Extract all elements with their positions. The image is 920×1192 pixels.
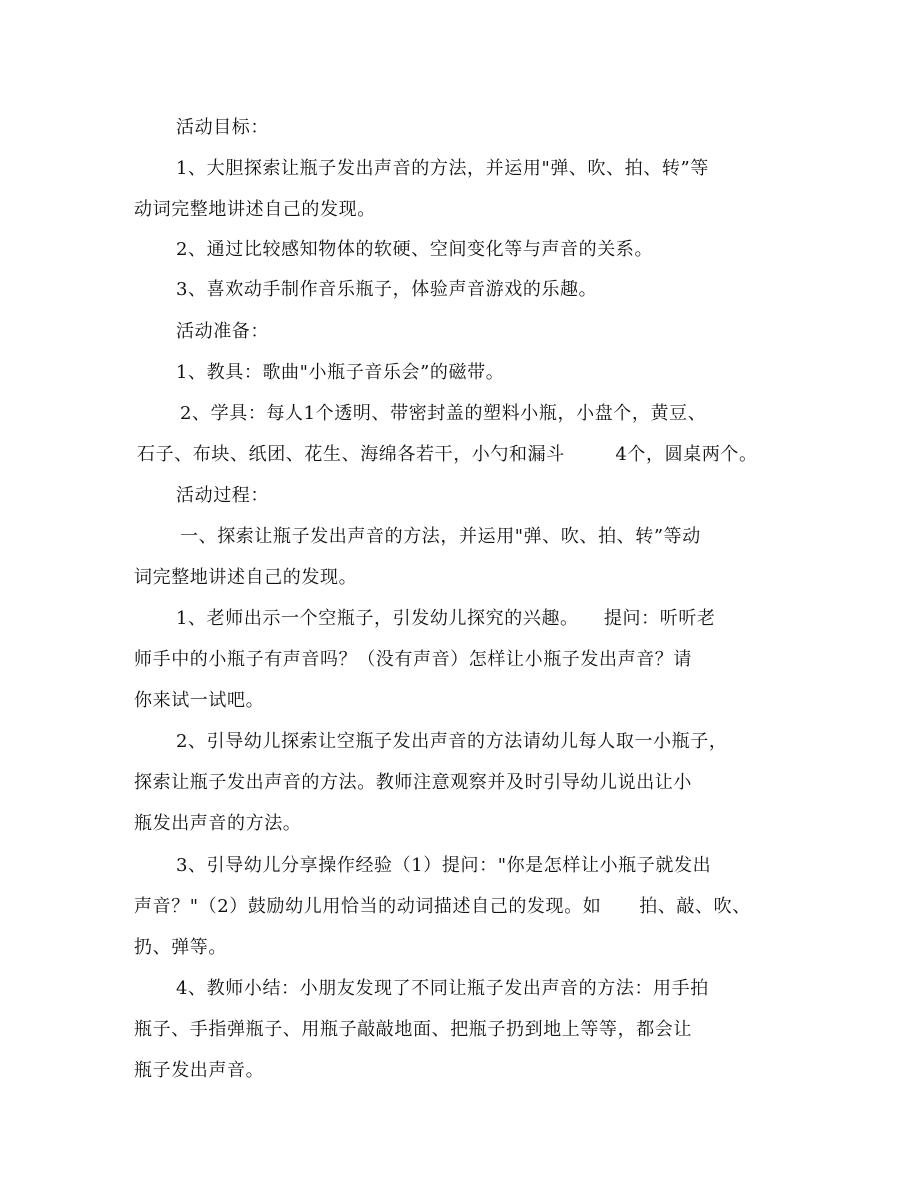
paragraph-line: 1、大胆探索让瓶子发出声音的方法，并运用"弹、吹、拍、转”等 (176, 158, 709, 179)
paragraph-line: 3、喜欢动手制作音乐瓶子，体验声音游戏的乐趣。 (176, 279, 598, 300)
paragraph-line: 瓶发出声音的方法。 (134, 813, 302, 834)
paragraph-line: 瓶子发出声音。 (134, 1060, 265, 1081)
paragraph-line: 声音？"（2）鼓励幼儿用恰当的动词描述自己的发现。如 拍、敲、吹、 (134, 896, 751, 917)
paragraph-line: 石子、布块、纸团、花生、海绵各若干，小勺和漏斗 4个，圆桌两个。 (137, 444, 758, 465)
section-heading-process: 活动过程： (176, 485, 269, 506)
paragraph-line: 瓶子、手指弹瓶子、用瓶子敲敲地面、把瓶子扔到地上等等，都会让 (134, 1019, 692, 1040)
paragraph-line: 词完整地讲述自己的发现。 (134, 567, 358, 588)
paragraph-line: 2、引导幼儿探索让空瓶子发出声音的方法请幼儿每人取一小瓶子， (176, 731, 728, 752)
paragraph-line: 动词完整地讲述自己的发现。 (134, 199, 376, 220)
paragraph-line: 4、教师小结：小朋友发现了不同让瓶子发出声音的方法：用手拍 (176, 978, 709, 999)
paragraph-line: 2、通过比较感知物体的软硬、空间变化等与声音的关系。 (176, 239, 654, 260)
paragraph-line: 2、学具：每人1个透明、带密封盖的塑料小瓶，小盘个，黄豆、 (180, 403, 707, 424)
paragraph-line: 一、探索让瓶子发出声音的方法，并运用"弹、吹、拍、转”等动 (180, 526, 701, 547)
paragraph-line: 你来试一试吧。 (134, 690, 265, 711)
section-heading-goals: 活动目标： (176, 117, 269, 138)
paragraph-line: 3、引导幼儿分享操作经验（1）提问："你是怎样让小瓶子就发出 (176, 855, 712, 876)
section-heading-preparation: 活动准备： (176, 321, 269, 342)
paragraph-line: 1、教具：歌曲"小瓶子音乐会”的磁带。 (176, 362, 505, 383)
paragraph-line: 探索让瓶子发出声音的方法。教师注意观察并及时引导幼儿说出让小 (134, 772, 692, 793)
paragraph-line: 扔、弹等。 (134, 937, 227, 958)
paragraph-line: 师手中的小瓶子有声音吗？（没有声音）怎样让小瓶子发出声音？请 (134, 649, 692, 670)
paragraph-line: 1、老师出示一个空瓶子，引发幼儿探究的兴趣。 提问：听听老 (176, 608, 716, 629)
